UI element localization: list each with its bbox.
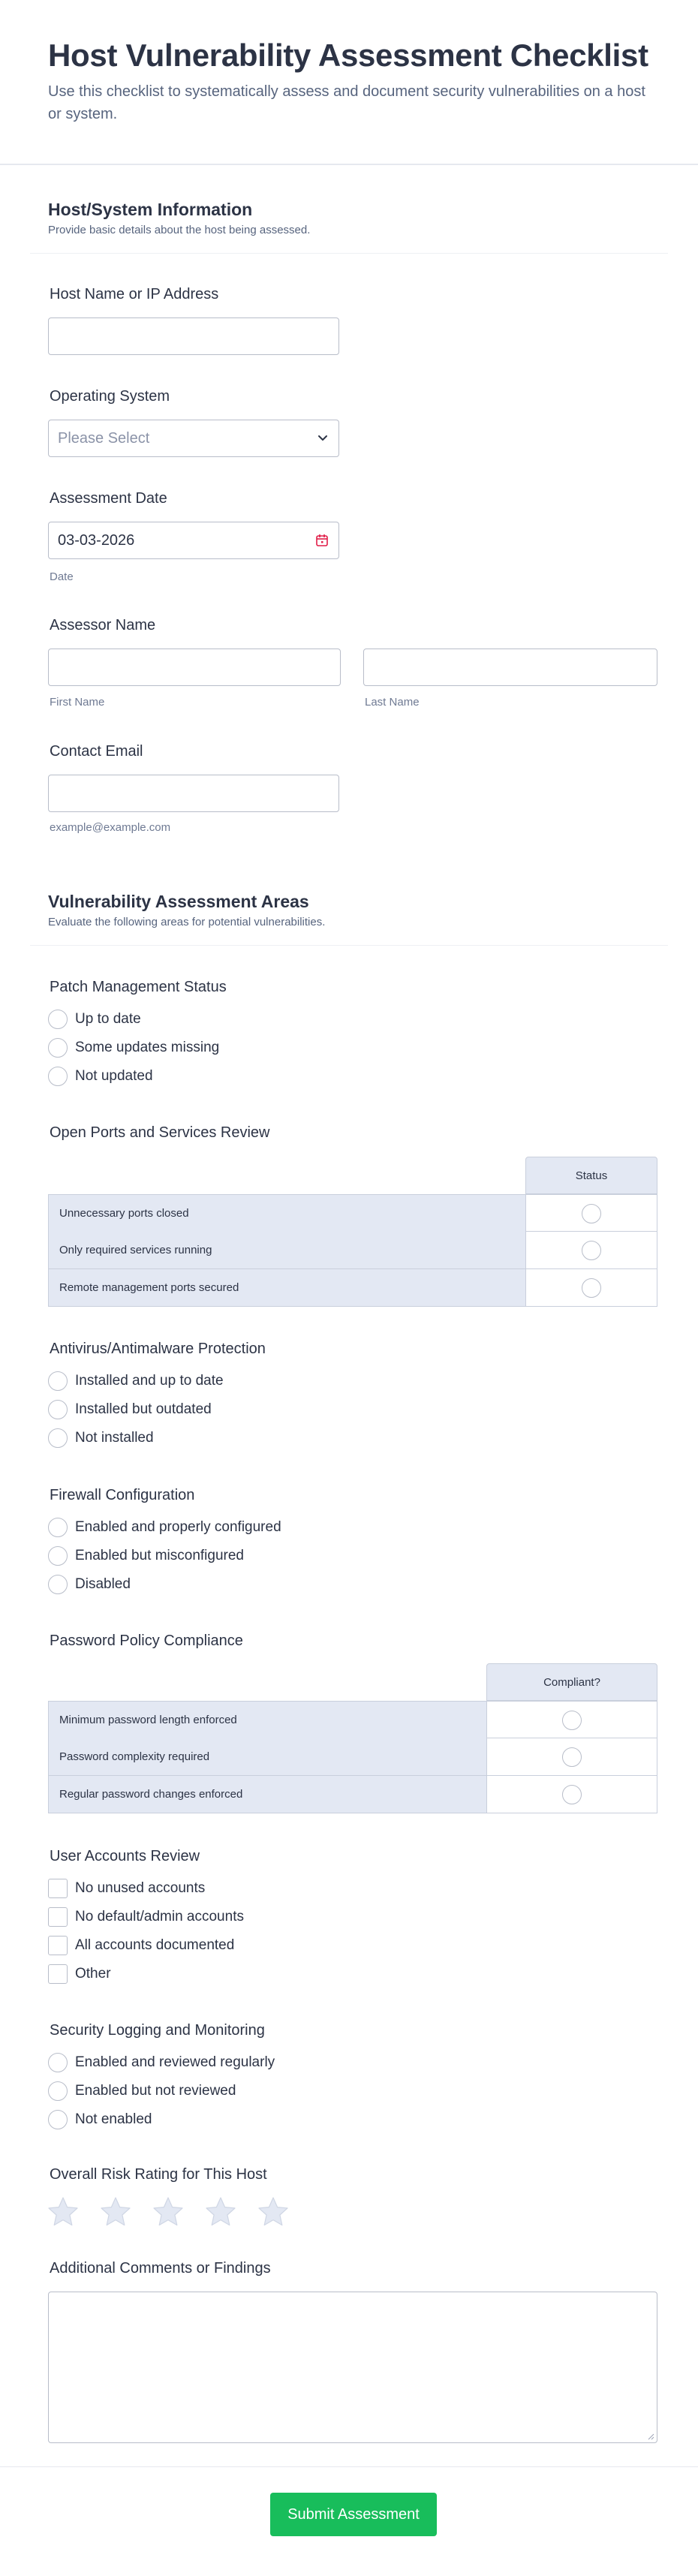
accounts-option[interactable] (48, 1878, 205, 1899)
table-row (48, 1269, 657, 1307)
option-label: Enabled and properly configured (75, 1519, 281, 1535)
radio-button[interactable] (48, 1428, 68, 1448)
option-label: Some updates missing (75, 1040, 220, 1055)
option-label: Not updated (75, 1068, 153, 1084)
radio-button[interactable] (562, 1785, 582, 1804)
os-select[interactable] (48, 420, 339, 457)
star-icon[interactable] (204, 2195, 237, 2228)
firewall-option[interactable] (48, 1545, 244, 1566)
comments-label: Additional Comments or Findings (50, 2260, 271, 2277)
matrix-column-header: Status (525, 1157, 657, 1194)
date-value: 03-03-2026 (58, 532, 135, 549)
calendar-icon[interactable] (314, 533, 329, 548)
row-label: Remote management ports secured (49, 1269, 526, 1306)
radio-button[interactable] (48, 1575, 68, 1594)
star-rating (47, 2195, 290, 2228)
accounts-label: User Accounts Review (50, 1848, 200, 1864)
table-row (48, 1738, 657, 1776)
section-host-info (30, 197, 668, 254)
page-title: Host Vulnerability Assessment Checklist (48, 38, 648, 73)
radio-button[interactable] (48, 1371, 68, 1391)
email-input[interactable] (48, 775, 339, 812)
radio-button[interactable] (582, 1204, 601, 1223)
section-subtitle: Evaluate the following areas for potential vulnerabilities. (48, 916, 326, 928)
accounts-option[interactable] (48, 1964, 111, 1985)
radio-button[interactable] (48, 1518, 68, 1537)
section-subtitle: Provide basic details about the host being assessed. (48, 224, 311, 236)
assessment-date-input[interactable] (48, 522, 339, 559)
table-row (48, 1776, 657, 1813)
radio-button[interactable] (48, 1038, 68, 1058)
row-label: Only required services running (49, 1232, 526, 1268)
last-name-input[interactable] (363, 649, 657, 686)
form-header (0, 0, 698, 165)
last-name-sublabel: Last Name (365, 696, 420, 709)
option-label: Other (75, 1966, 111, 1982)
section-title: Vulnerability Assessment Areas (48, 892, 309, 911)
antivirus-option[interactable] (48, 1428, 154, 1449)
checkbox[interactable] (48, 1879, 68, 1898)
host-name-input[interactable] (48, 317, 339, 355)
chevron-down-icon (316, 431, 329, 444)
radio-button[interactable] (48, 1010, 68, 1029)
radio-button[interactable] (582, 1241, 601, 1260)
star-icon[interactable] (152, 2195, 185, 2228)
option-label: Disabled (75, 1576, 131, 1592)
option-label: Not installed (75, 1430, 154, 1446)
firewall-label: Firewall Configuration (50, 1487, 195, 1503)
risk-label: Overall Risk Rating for This Host (50, 2166, 267, 2183)
ports-label: Open Ports and Services Review (50, 1124, 270, 1141)
option-label: No unused accounts (75, 1880, 206, 1896)
form-footer (0, 2466, 698, 2576)
first-name-input[interactable] (48, 649, 341, 686)
radio-button[interactable] (48, 1067, 68, 1086)
assessment-date-label: Assessment Date (50, 490, 167, 507)
radio-button[interactable] (48, 1546, 68, 1566)
antivirus-option[interactable] (48, 1371, 224, 1392)
checkbox[interactable] (48, 1907, 68, 1927)
radio-button[interactable] (582, 1278, 601, 1298)
patch-label: Patch Management Status (50, 979, 227, 995)
radio-button[interactable] (562, 1711, 582, 1730)
os-placeholder: Please Select (58, 430, 150, 447)
os-label: Operating System (50, 388, 170, 405)
radio-button[interactable] (48, 2081, 68, 2101)
option-label: Installed and up to date (75, 1373, 224, 1389)
accounts-option[interactable] (48, 1906, 244, 1927)
submit-button[interactable]: Submit Assessment (270, 2493, 437, 2536)
table-row (48, 1194, 657, 1232)
option-label: Not enabled (75, 2111, 152, 2127)
row-label: Password complexity required (49, 1738, 487, 1775)
option-label: Installed but outdated (75, 1401, 212, 1417)
row-label: Regular password changes enforced (49, 1776, 487, 1813)
assessor-label: Assessor Name (50, 617, 156, 633)
antivirus-option[interactable] (48, 1399, 212, 1420)
logging-option[interactable] (48, 2052, 275, 2073)
email-sublabel: example@example.com (50, 821, 171, 834)
radio-button[interactable] (48, 2110, 68, 2129)
section-title: Host/System Information (48, 200, 253, 219)
checkbox[interactable] (48, 1936, 68, 1955)
firewall-option[interactable] (48, 1517, 281, 1538)
option-label: Enabled but not reviewed (75, 2083, 236, 2099)
accounts-option[interactable] (48, 1935, 234, 1956)
row-label: Unnecessary ports closed (49, 1195, 526, 1232)
first-name-sublabel: First Name (50, 696, 105, 709)
password-matrix (48, 1663, 657, 1813)
star-icon[interactable] (257, 2195, 290, 2228)
logging-label: Security Logging and Monitoring (50, 2022, 265, 2039)
page-description: Use this checklist to systematically assess and document security vulnerabilities on a host or system. (48, 83, 645, 122)
option-label: No default/admin accounts (75, 1909, 244, 1924)
radio-button[interactable] (48, 2053, 68, 2072)
matrix-column-header: Compliant? (486, 1663, 657, 1701)
star-icon[interactable] (99, 2195, 132, 2228)
host-name-label: Host Name or IP Address (50, 286, 219, 302)
star-icon[interactable] (47, 2195, 80, 2228)
option-label: All accounts documented (75, 1937, 235, 1953)
radio-button[interactable] (48, 1400, 68, 1419)
firewall-option[interactable] (48, 1574, 131, 1595)
patch-option[interactable] (48, 1066, 153, 1087)
option-label: Enabled but misconfigured (75, 1548, 244, 1563)
radio-button[interactable] (562, 1747, 582, 1767)
date-sublabel: Date (50, 570, 74, 583)
section-vuln-areas (30, 889, 668, 946)
ports-matrix (48, 1157, 657, 1307)
table-row (48, 1232, 657, 1269)
password-label: Password Policy Compliance (50, 1633, 243, 1649)
logging-option[interactable] (48, 2081, 236, 2102)
table-row (48, 1701, 657, 1738)
checkbox[interactable] (48, 1964, 68, 1984)
row-label: Minimum password length enforced (49, 1702, 487, 1738)
comments-textarea[interactable] (48, 2292, 657, 2443)
antivirus-label: Antivirus/Antimalware Protection (50, 1341, 266, 1357)
logging-option[interactable] (48, 2109, 152, 2130)
resize-handle-icon[interactable] (647, 2433, 654, 2440)
patch-option[interactable] (48, 1009, 141, 1030)
email-label: Contact Email (50, 743, 143, 760)
patch-option[interactable] (48, 1037, 219, 1058)
option-label: Enabled and reviewed regularly (75, 2054, 275, 2070)
option-label: Up to date (75, 1011, 141, 1027)
